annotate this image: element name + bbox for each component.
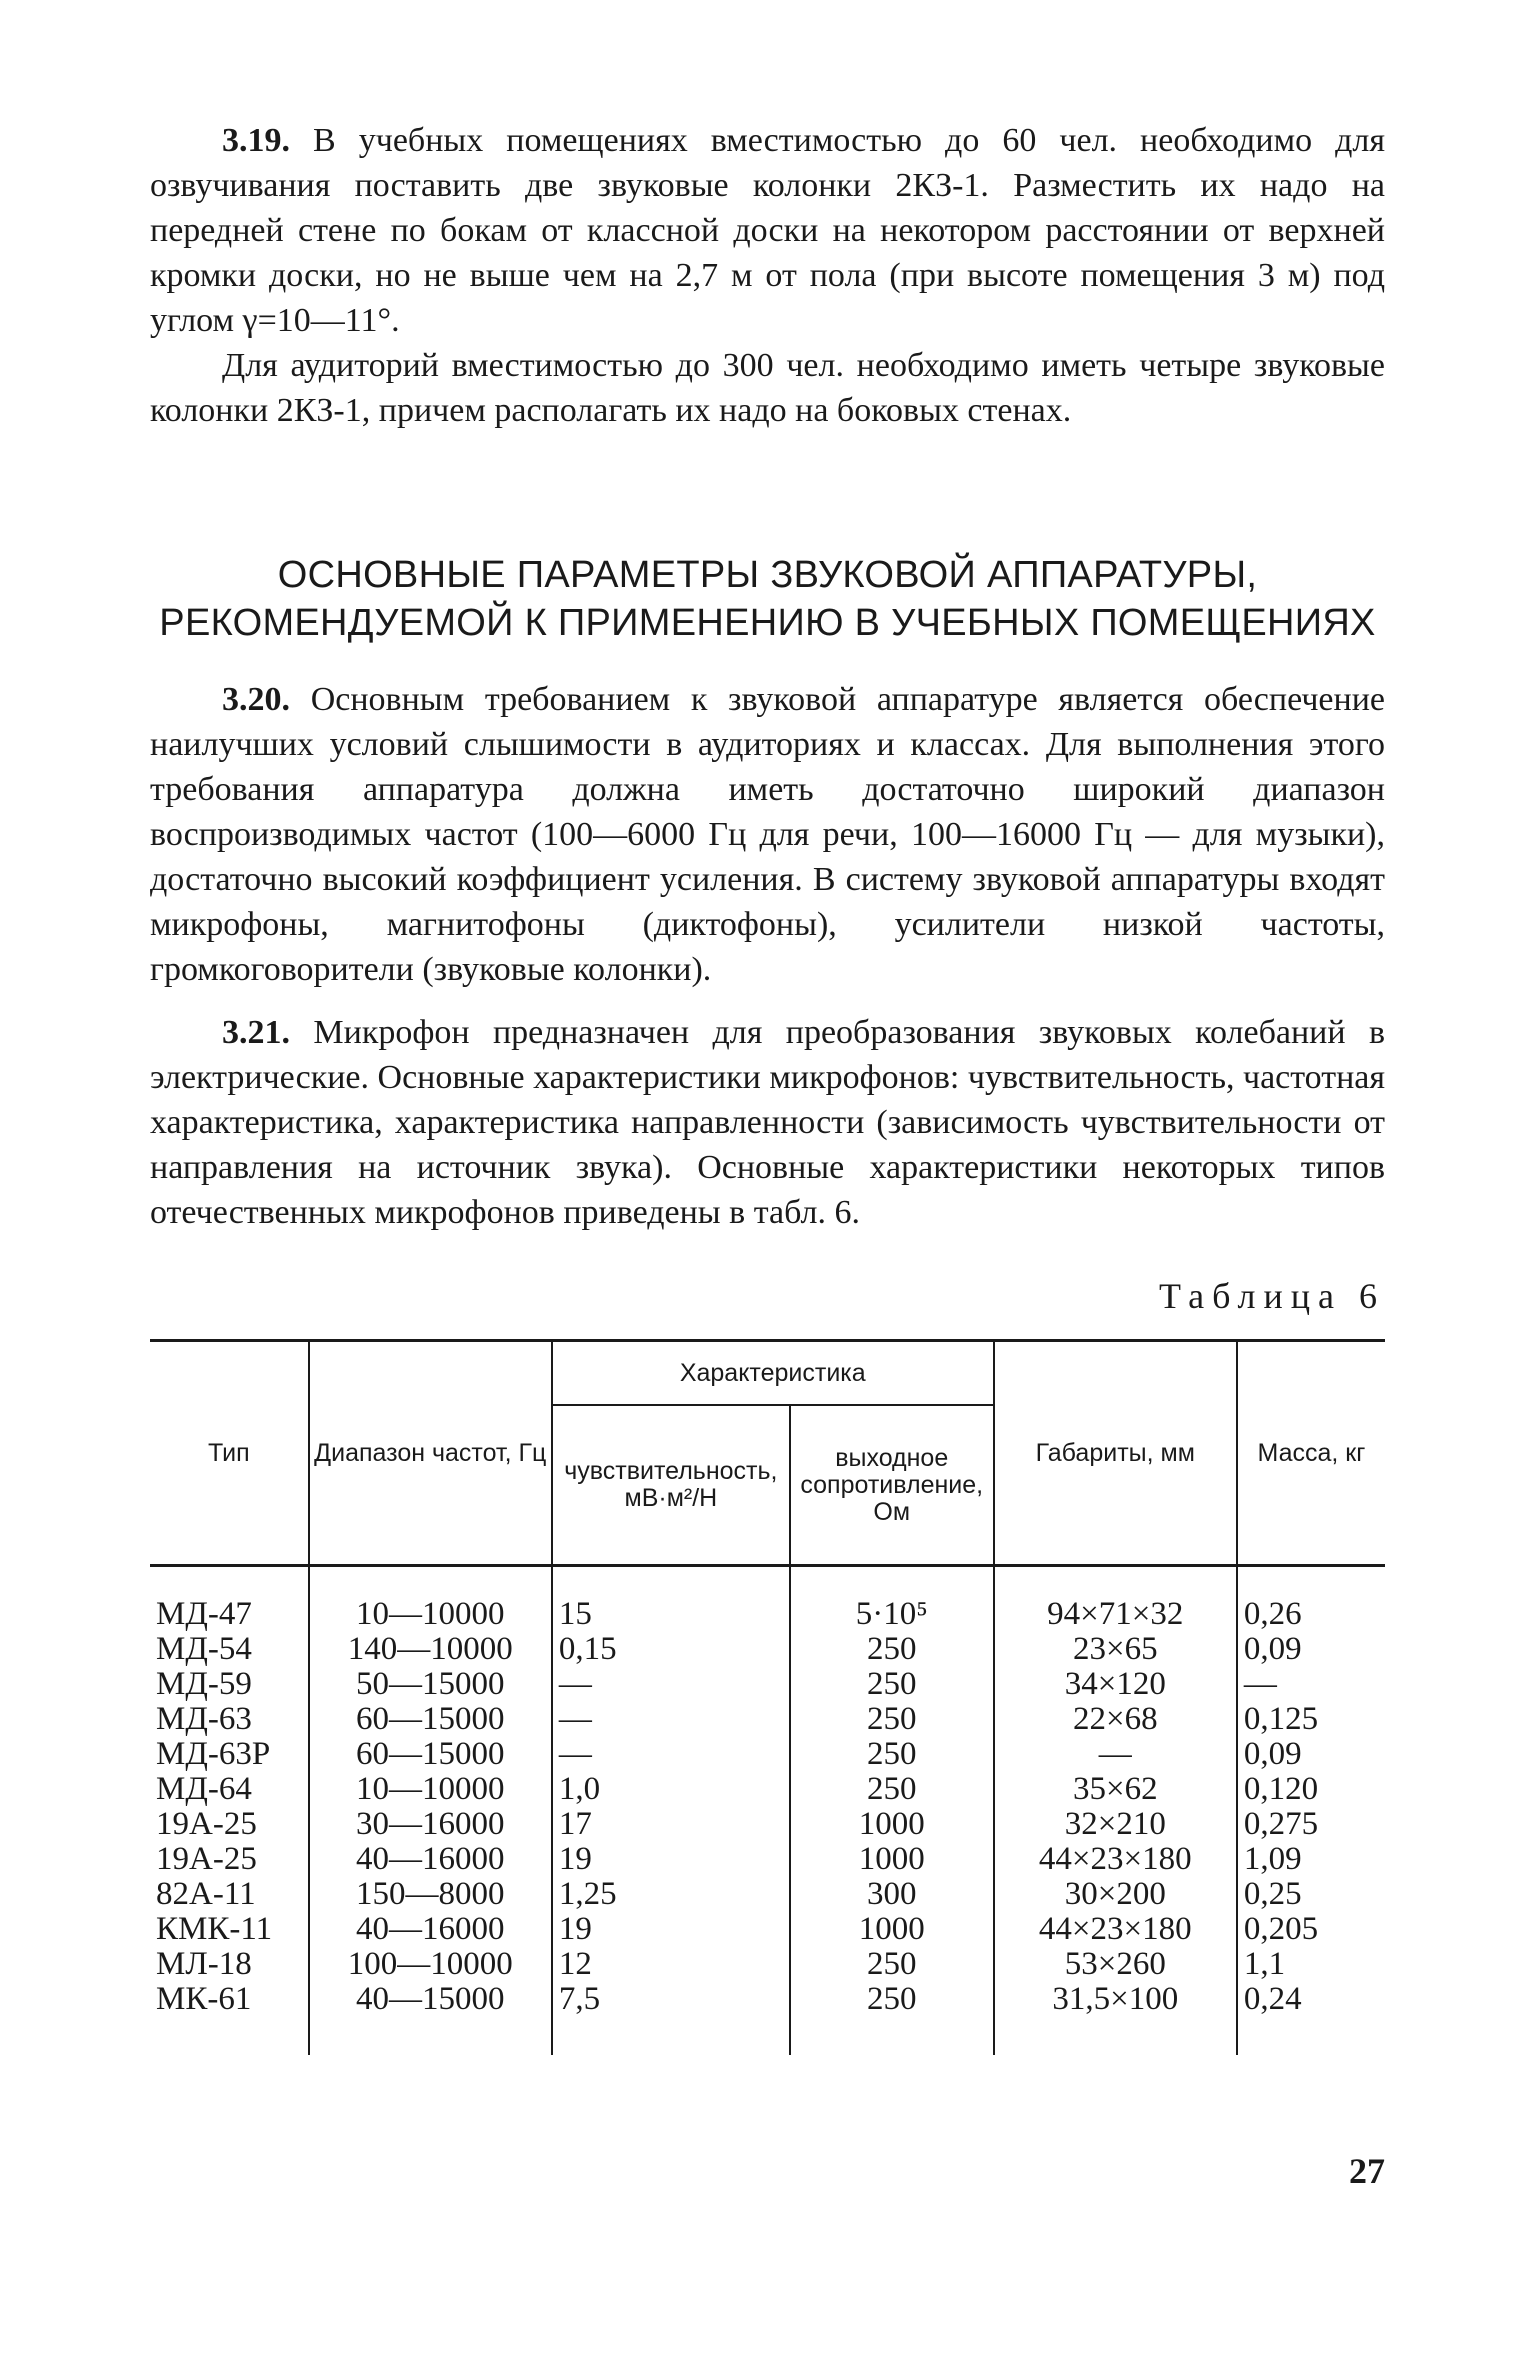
paragraph-3-20 bbox=[150, 677, 1385, 992]
cell-dim: 44×23×180 bbox=[994, 1842, 1237, 1877]
cell-sens: 0,15 bbox=[552, 1632, 790, 1667]
cell-type: МД-59 bbox=[156, 1666, 252, 1702]
cell-range: 30—16000 bbox=[309, 1807, 552, 1842]
cell-dim: 44×23×180 bbox=[994, 1912, 1237, 1947]
cell-range: 150—8000 bbox=[309, 1877, 552, 1912]
cell-type: КМК-11 bbox=[156, 1911, 273, 1947]
cell-res: 250 bbox=[790, 1737, 994, 1772]
cell-mass: 0,120 bbox=[1237, 1772, 1385, 1807]
cell-range: 100—10000 bbox=[309, 1947, 552, 1982]
table-row bbox=[150, 1877, 1385, 1912]
table-header bbox=[150, 1341, 1385, 1566]
cell-res: 250 bbox=[790, 1667, 994, 1702]
cell-range: 40—15000 bbox=[309, 1982, 552, 2055]
header-type: Тип bbox=[207, 1438, 250, 1467]
page-number: 27 bbox=[1349, 2151, 1385, 2191]
paragraph-3-19 bbox=[150, 118, 1385, 343]
header-group-characteristics: Характеристика bbox=[552, 1341, 994, 1406]
cell-sens: 19 bbox=[552, 1842, 790, 1877]
paragraph-text: Микрофон предназначен для преобразования звуковых колебаний в электрические. Основные характеристики микрофонов: чувствительность, частотная характеристика, характеристика направленности (зависимость чувствительности от направления на источник звука). Основные характеристики некоторых типов отечественных микрофонов приведены в табл. 6. bbox=[150, 1014, 1385, 1231]
cell-range: 50—15000 bbox=[309, 1667, 552, 1702]
cell-mass: — bbox=[1237, 1667, 1385, 1702]
table-row bbox=[150, 1807, 1385, 1842]
cell-sens: 19 bbox=[552, 1912, 790, 1947]
section-number: 3.19. bbox=[222, 122, 290, 159]
cell-type: МД-64 bbox=[156, 1771, 252, 1807]
cell-type: МЛ-18 bbox=[156, 1946, 252, 1982]
cell-sens: — bbox=[552, 1737, 790, 1772]
cell-range: 10—10000 bbox=[309, 1566, 552, 1633]
cell-res: 5·10⁵ bbox=[790, 1566, 994, 1633]
table-body bbox=[150, 1566, 1385, 2056]
cell-res: 1000 bbox=[790, 1842, 994, 1877]
cell-sens: 12 bbox=[552, 1947, 790, 1982]
section-heading: ОСНОВНЫЕ ПАРАМЕТРЫ ЗВУКОВОЙ АППАРАТУРЫ, РЕКОМЕНДУЕМОЙ К ПРИМЕНЕНИЮ В УЧЕБНЫХ ПОМЕЩЕНИЯХ bbox=[159, 554, 1376, 644]
cell-res: 250 bbox=[790, 1632, 994, 1667]
cell-sens: 15 bbox=[552, 1566, 790, 1633]
cell-sens: — bbox=[552, 1667, 790, 1702]
table-caption: Таблица 6 bbox=[1159, 1276, 1385, 1316]
table-row bbox=[150, 1982, 1385, 2055]
cell-mass: 0,26 bbox=[1237, 1566, 1385, 1633]
table-row bbox=[150, 1667, 1385, 1702]
cell-type: 19А-25 bbox=[156, 1806, 257, 1842]
cell-type: МД-47 bbox=[156, 1596, 252, 1632]
cell-type: МК-61 bbox=[156, 1981, 252, 2017]
cell-sens: 1,25 bbox=[552, 1877, 790, 1912]
cell-mass: 0,09 bbox=[1237, 1632, 1385, 1667]
cell-type: МД-54 bbox=[156, 1631, 252, 1667]
paragraph-text: В учебных помещениях вместимостью до 60 чел. необходимо для озвучивания поставить две звуковые колонки 2КЗ-1. Разместить их надо на передней стене по бокам от классной доски на некотором расстоянии от верхней кромки доски, но не выше чем на 2,7 м от пола (при высоте помещения 3 м) под углом γ=10—11°. bbox=[150, 122, 1386, 339]
cell-dim: 53×260 bbox=[994, 1947, 1237, 1982]
paragraph-3-19-continued: Для аудиторий вместимостью до 300 чел. необходимо иметь четыре звуковые колонки 2КЗ-1, причем располагать их надо на боковых стенах. bbox=[150, 347, 1385, 429]
cell-dim: 34×120 bbox=[994, 1667, 1237, 1702]
cell-range: 40—16000 bbox=[309, 1912, 552, 1947]
cell-dim: — bbox=[994, 1737, 1237, 1772]
cell-range: 40—16000 bbox=[309, 1842, 552, 1877]
table-row bbox=[150, 1842, 1385, 1877]
section-number: 3.21. bbox=[222, 1014, 290, 1051]
header-dimensions: Габариты, мм bbox=[994, 1341, 1237, 1566]
cell-dim: 32×210 bbox=[994, 1807, 1237, 1842]
table-row bbox=[150, 1947, 1385, 1982]
microphone-table bbox=[150, 1339, 1385, 2055]
page-content bbox=[150, 118, 1385, 2055]
cell-mass: 1,1 bbox=[1237, 1947, 1385, 1982]
cell-mass: 0,125 bbox=[1237, 1702, 1385, 1737]
table-row bbox=[150, 1632, 1385, 1667]
table-row bbox=[150, 1912, 1385, 1947]
cell-range: 10—10000 bbox=[309, 1772, 552, 1807]
cell-type: 82А-11 bbox=[156, 1876, 256, 1912]
header-sensitivity: чувствительность, мВ·м²/Н bbox=[552, 1405, 790, 1566]
cell-mass: 0,09 bbox=[1237, 1737, 1385, 1772]
cell-dim: 30×200 bbox=[994, 1877, 1237, 1912]
cell-mass: 1,09 bbox=[1237, 1842, 1385, 1877]
paragraph-text: Основным требованием к звуковой аппаратуре является обеспечение наилучших условий слышимости в аудиториях и классах. Для выполнения этого требования аппаратура должна иметь достаточно широкий диапазон воспроизводимых частот (100—6000 Гц для речи, 100—16000 Гц — для музыки), достаточно высокий коэффициент усиления. В систему звуковой аппаратуры входят микрофоны, магнитофоны (диктофоны), усилители низкой частоты, громкоговорители (звуковые колонки). bbox=[150, 681, 1385, 988]
cell-res: 250 bbox=[790, 1982, 994, 2055]
cell-sens: — bbox=[552, 1702, 790, 1737]
cell-type: 19А-25 bbox=[156, 1841, 257, 1877]
cell-dim: 31,5×100 bbox=[994, 1982, 1237, 2055]
table-row bbox=[150, 1566, 1385, 1633]
cell-res: 300 bbox=[790, 1877, 994, 1912]
table-row bbox=[150, 1737, 1385, 1772]
section-number: 3.20. bbox=[222, 681, 290, 718]
cell-mass: 0,25 bbox=[1237, 1877, 1385, 1912]
cell-sens: 7,5 bbox=[552, 1982, 790, 2055]
header-resistance: выходное сопротивление, Ом bbox=[790, 1405, 994, 1566]
cell-type: МД-63Р bbox=[156, 1736, 271, 1772]
cell-dim: 94×71×32 bbox=[994, 1566, 1237, 1633]
cell-dim: 23×65 bbox=[994, 1632, 1237, 1667]
paragraph-3-21 bbox=[150, 1010, 1385, 1235]
header-mass: Масса, кг bbox=[1237, 1341, 1385, 1566]
cell-mass: 0,24 bbox=[1237, 1982, 1385, 2055]
cell-mass: 0,205 bbox=[1237, 1912, 1385, 1947]
cell-mass: 0,275 bbox=[1237, 1807, 1385, 1842]
cell-res: 250 bbox=[790, 1702, 994, 1737]
table-row bbox=[150, 1772, 1385, 1807]
table-row bbox=[150, 1702, 1385, 1737]
cell-range: 60—15000 bbox=[309, 1702, 552, 1737]
cell-range: 140—10000 bbox=[309, 1632, 552, 1667]
cell-sens: 17 bbox=[552, 1807, 790, 1842]
header-range: Диапазон частот, Гц bbox=[309, 1341, 552, 1566]
cell-sens: 1,0 bbox=[552, 1772, 790, 1807]
cell-res: 1000 bbox=[790, 1912, 994, 1947]
cell-res: 250 bbox=[790, 1947, 994, 1982]
cell-dim: 35×62 bbox=[994, 1772, 1237, 1807]
cell-res: 1000 bbox=[790, 1807, 994, 1842]
cell-type: МД-63 bbox=[156, 1701, 252, 1737]
cell-dim: 22×68 bbox=[994, 1702, 1237, 1737]
cell-range: 60—15000 bbox=[309, 1737, 552, 1772]
cell-res: 250 bbox=[790, 1772, 994, 1807]
